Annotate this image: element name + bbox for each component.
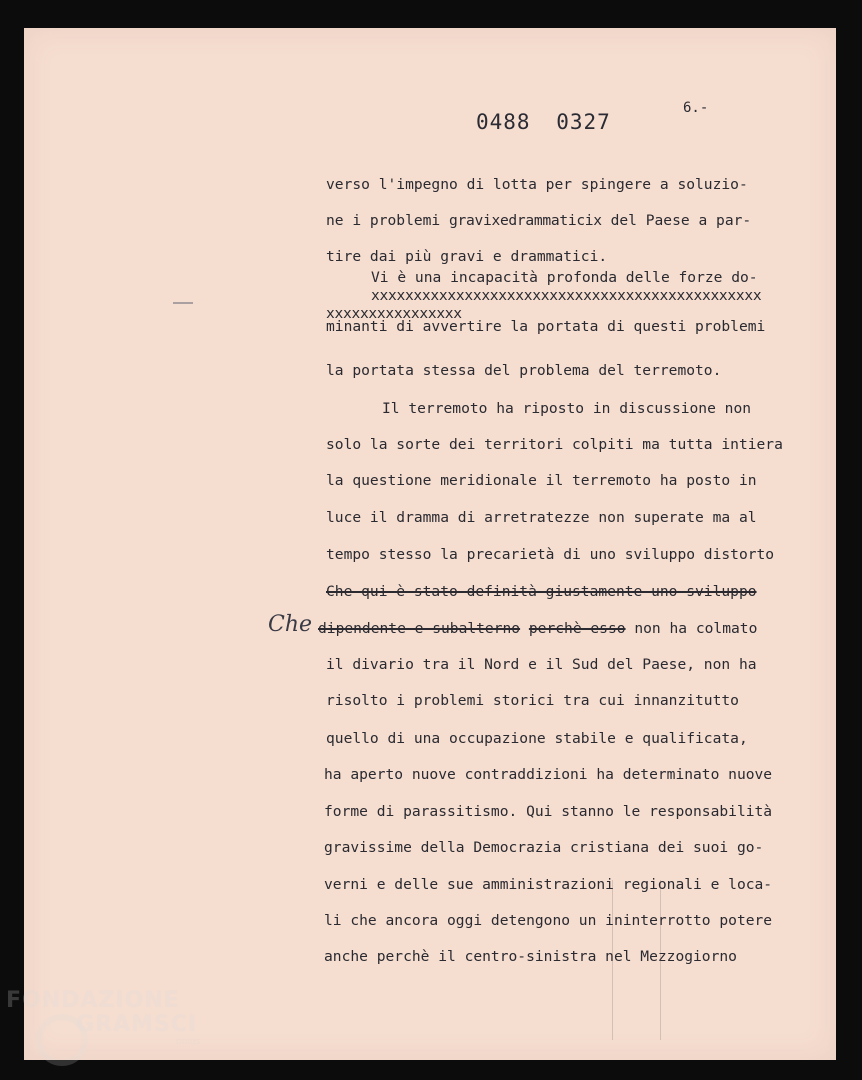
text-line: luce il dramma di arretratezze non superate ma al	[326, 509, 757, 526]
paper-crease	[660, 880, 661, 1040]
text-line: la questione meridionale il terremoto ha posto in	[326, 472, 757, 489]
text-line: gravissime della Democrazia cristiana dei suoi go-	[324, 839, 764, 856]
text-line: solo la sorte dei territori colpiti ma tutta intiera	[326, 436, 783, 453]
text-line: verso l'impegno di lotta per spingere a soluzio-	[326, 176, 748, 193]
text-line	[326, 212, 751, 229]
text-line: forme di parassitismo. Qui stanno le responsabilità	[324, 803, 773, 820]
text-line: verni e delle sue amministrazioni regionali e loca-	[324, 876, 773, 893]
paper-crease	[612, 880, 613, 1040]
struck-text: dipendente e subalterno	[318, 620, 521, 637]
struck-text: xxxxxxxxxxxxxxxxxxxxxxxxxxxxxxxxxxxxxxxxxxxxxx	[371, 287, 762, 304]
watermark-line1: FONDAZIONE	[6, 988, 180, 1013]
text-line: li che ancora oggi detengono un ininterrotto potere	[324, 912, 773, 929]
text-segment: del Paese a par-	[610, 212, 752, 229]
struck-text: Che qui è stato definità giustamente uno sviluppo	[326, 583, 757, 600]
text-segment: ne i problemi	[326, 212, 441, 229]
page-number: 6.-	[683, 100, 709, 116]
margin-handwriting: Che	[268, 612, 313, 637]
text-line: tempo stesso la precarietà di uno sviluppo distorto	[326, 546, 775, 563]
struck-text: gravixedrammaticix	[449, 212, 602, 229]
document-number: 0488 0327	[476, 110, 611, 134]
text-segment: non ha colmato	[634, 620, 758, 637]
watermark-line2: GRAMSCI	[76, 1012, 198, 1037]
struck-text: xxxxxxxxxxxxxxxx	[326, 305, 462, 322]
text-line: Vi è una incapacità profonda delle forze do-	[371, 269, 758, 286]
text-line: risolto i problemi storici tra cui innanzitutto	[326, 692, 739, 709]
text-line: il divario tra il Nord e il Sud del Paese, non ha	[326, 656, 757, 673]
text-line: Il terremoto ha riposto in discussione non	[382, 400, 752, 417]
watermark-line3: onlus	[176, 1037, 201, 1047]
text-line: anche perchè il centro-sinistra nel Mezzogiorno	[324, 948, 737, 965]
struck-text: perchè esso	[528, 620, 626, 637]
text-line: la portata stessa del problema del terremoto.	[326, 362, 722, 379]
margin-dash	[173, 302, 193, 304]
text-line	[318, 620, 757, 637]
text-line: ha aperto nuove contraddizioni ha determinato nuove	[324, 766, 773, 783]
watermark-logo	[6, 990, 200, 1047]
text-line: quello di una occupazione stabile e qualificata,	[326, 730, 748, 747]
text-line: minanti di avvertire la portata di questi problemi	[326, 318, 766, 335]
text-line: tire dai più gravi e drammatici.	[326, 248, 608, 265]
